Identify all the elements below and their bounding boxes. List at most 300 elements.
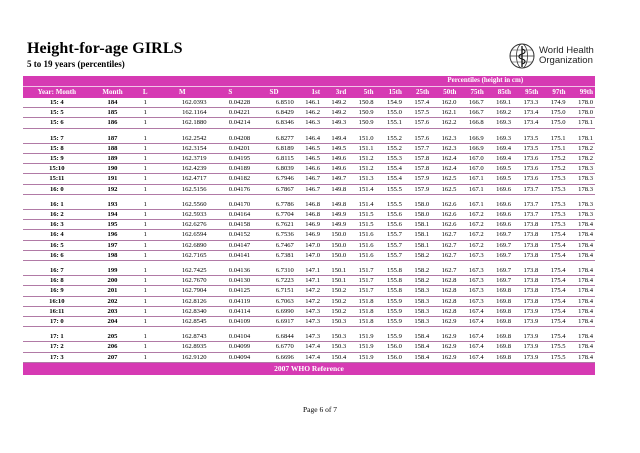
- table-cell: 155.5: [376, 200, 404, 210]
- table-cell: 146.7: [296, 174, 322, 184]
- table-cell: 162.8: [431, 296, 458, 306]
- table-cell: 162.9: [431, 342, 458, 352]
- table-row: [23, 164, 595, 174]
- table-cell: 187: [91, 134, 135, 144]
- table-cell: 167.4: [458, 342, 485, 352]
- column-header: 99th: [568, 87, 595, 99]
- table-cell: 162.9: [431, 317, 458, 327]
- table-cell: 15:10: [23, 164, 91, 174]
- table-cell: 169.7: [486, 250, 513, 260]
- table-cell: 167.1: [458, 184, 485, 194]
- table-cell: 162.7425: [156, 266, 208, 276]
- table-cell: 150.3: [322, 342, 348, 352]
- table-row: [23, 352, 595, 362]
- table-cell: 162.8: [431, 286, 458, 296]
- table-cell: 155.6: [376, 210, 404, 220]
- org-name-line2: Organization: [539, 55, 593, 66]
- table-footer-label: 2007 WHO Reference: [23, 362, 595, 375]
- table-cell: 149.6: [322, 154, 348, 164]
- column-header: 95th: [513, 87, 540, 99]
- table-cell: 175.0: [540, 108, 567, 118]
- table-cell: 6.7151: [252, 286, 296, 296]
- table-cell: 162.9: [431, 332, 458, 342]
- table-cell: 6.6917: [252, 317, 296, 327]
- table-cell: 157.8: [404, 164, 431, 174]
- table-cell: 147.3: [296, 317, 322, 327]
- table-row: [23, 286, 595, 296]
- table-cell: 162.7670: [156, 276, 208, 286]
- column-header: 3rd: [322, 87, 348, 99]
- table-cell: 162.8: [431, 276, 458, 286]
- table-row: [23, 184, 595, 194]
- table-cell: 167.4: [458, 332, 485, 342]
- table-cell: 147.3: [296, 332, 322, 342]
- table-cell: 17: 1: [23, 332, 91, 342]
- table-cell: 150.1: [322, 276, 348, 286]
- table-cell: 178.4: [568, 230, 595, 240]
- page-number: Page 6 of 7: [303, 405, 337, 414]
- who-emblem-icon: [509, 43, 535, 69]
- table-cell: 150.0: [322, 250, 348, 260]
- table-cell: 0.04136: [209, 266, 253, 276]
- table-cell: 151.5: [348, 220, 375, 230]
- table-cell: 162.6276: [156, 220, 208, 230]
- table-cell: 184: [91, 98, 135, 108]
- table-cell: 167.3: [458, 250, 485, 260]
- table-cell: 162.7904: [156, 286, 208, 296]
- table-cell: 191: [91, 174, 135, 184]
- table-cell: 173.8: [513, 230, 540, 240]
- table-cell: 198: [91, 250, 135, 260]
- table-cell: 162.4: [431, 164, 458, 174]
- table-cell: 16: 6: [23, 250, 91, 260]
- table-cell: 0.04189: [209, 164, 253, 174]
- table-cell: 175.3: [540, 220, 567, 230]
- table-cell: 151.1: [348, 143, 375, 153]
- org-name-line1: World Health: [539, 45, 594, 56]
- table-row: [23, 306, 595, 316]
- table-cell: 0.04214: [209, 118, 253, 128]
- table-cell: 175.4: [540, 240, 567, 250]
- table-cell: 173.6: [513, 154, 540, 164]
- table-cell: 149.6: [322, 164, 348, 174]
- table-cell: 150.4: [322, 352, 348, 362]
- table-cell: 169.3: [486, 118, 513, 128]
- table-cell: 1: [134, 184, 156, 194]
- table-cell: 167.3: [458, 276, 485, 286]
- table-cell: 1: [134, 210, 156, 220]
- table-cell: 146.6: [296, 164, 322, 174]
- table-cell: 1: [134, 240, 156, 250]
- table-cell: 178.1: [568, 134, 595, 144]
- table-cell: 149.7: [322, 174, 348, 184]
- table-cell: 192: [91, 184, 135, 194]
- table-cell: 173.9: [513, 317, 540, 327]
- table-row: [23, 240, 595, 250]
- table-cell: 149.9: [322, 210, 348, 220]
- table-cell: 175.1: [540, 143, 567, 153]
- column-header: SD: [252, 87, 296, 99]
- table-cell: 169.6: [486, 184, 513, 194]
- table-cell: 167.2: [458, 220, 485, 230]
- table-cell: 151.6: [348, 230, 375, 240]
- table-cell: 6.8277: [252, 134, 296, 144]
- table-cell: 155.7: [376, 230, 404, 240]
- table-cell: 155.8: [376, 286, 404, 296]
- table-cell: 167.3: [458, 266, 485, 276]
- table-cell: 175.1: [540, 134, 567, 144]
- table-cell: 167.1: [458, 174, 485, 184]
- table-cell: 6.8115: [252, 154, 296, 164]
- table-cell: 167.2: [458, 230, 485, 240]
- table-row: [23, 143, 595, 153]
- table-cell: 146.4: [296, 134, 322, 144]
- table-cell: 15: 6: [23, 118, 91, 128]
- table-cell: 178.3: [568, 200, 595, 210]
- table-cell: 16: 7: [23, 266, 91, 276]
- table-cell: 16: 5: [23, 240, 91, 250]
- table-cell: 173.4: [513, 118, 540, 128]
- table-cell: 151.3: [348, 174, 375, 184]
- table-cell: 0.04182: [209, 174, 253, 184]
- table-cell: 169.4: [486, 154, 513, 164]
- table-cell: 147.1: [296, 276, 322, 286]
- table-cell: 188: [91, 143, 135, 153]
- table-cell: 6.7063: [252, 296, 296, 306]
- table-cell: 169.8: [486, 332, 513, 342]
- table-cell: 169.6: [486, 200, 513, 210]
- column-header: 97th: [540, 87, 567, 99]
- table-cell: 6.7867: [252, 184, 296, 194]
- table-cell: 162.6: [431, 210, 458, 220]
- table-cell: 162.4717: [156, 174, 208, 184]
- table-cell: 206: [91, 342, 135, 352]
- table-row: [23, 220, 595, 230]
- table-cell: 150.2: [322, 296, 348, 306]
- table-cell: 0.04094: [209, 352, 253, 362]
- table-cell: 0.04099: [209, 342, 253, 352]
- table-cell: 178.4: [568, 317, 595, 327]
- table-cell: 157.6: [404, 118, 431, 128]
- column-header: M: [156, 87, 208, 99]
- column-header: L: [134, 87, 156, 99]
- table-cell: 195: [91, 220, 135, 230]
- table-cell: 162.9: [431, 352, 458, 362]
- page-title: Height-for-age GIRLS: [27, 40, 183, 57]
- table-cell: 157.9: [404, 174, 431, 184]
- table-row: [23, 210, 595, 220]
- table-cell: 169.8: [486, 342, 513, 352]
- table-cell: 169.7: [486, 266, 513, 276]
- table-cell: 175.0: [540, 118, 567, 128]
- table-cell: 162.3154: [156, 143, 208, 153]
- table-cell: 147.3: [296, 306, 322, 316]
- table-cell: 162.7: [431, 240, 458, 250]
- table-cell: 17: 0: [23, 317, 91, 327]
- table-cell: 17: 3: [23, 352, 91, 362]
- table-cell: 146.7: [296, 184, 322, 194]
- table-cell: 175.4: [540, 317, 567, 327]
- table-cell: 146.8: [296, 210, 322, 220]
- table-cell: 147.2: [296, 296, 322, 306]
- table-row: [23, 118, 595, 128]
- table-cell: 154.9: [376, 98, 404, 108]
- table-cell: 155.4: [376, 164, 404, 174]
- table-cell: 0.04195: [209, 154, 253, 164]
- table-cell: 157.5: [404, 108, 431, 118]
- table-cell: 162.7: [431, 250, 458, 260]
- table-cell: 162.8: [431, 306, 458, 316]
- table-cell: 166.9: [458, 134, 485, 144]
- table-cell: 151.8: [348, 296, 375, 306]
- table-cell: 169.8: [486, 352, 513, 362]
- table-cell: 173.7: [513, 184, 540, 194]
- table-cell: 147.2: [296, 286, 322, 296]
- table-row: [23, 108, 595, 118]
- table-cell: 169.8: [486, 286, 513, 296]
- column-header: 75th: [458, 87, 485, 99]
- table-cell: 175.3: [540, 184, 567, 194]
- table-cell: 197: [91, 240, 135, 250]
- table-row: [23, 250, 595, 260]
- table-cell: 178.4: [568, 352, 595, 362]
- table-cell: 15: 9: [23, 154, 91, 164]
- table-cell: 158.4: [404, 342, 431, 352]
- table-cell: 6.8189: [252, 143, 296, 153]
- table-cell: 162.1880: [156, 118, 208, 128]
- table-cell: 167.4: [458, 306, 485, 316]
- table-cell: 178.2: [568, 154, 595, 164]
- table-cell: 151.7: [348, 286, 375, 296]
- table-cell: 1: [134, 108, 156, 118]
- table-cell: 157.9: [404, 184, 431, 194]
- table-cell: 158.2: [404, 250, 431, 260]
- table-cell: 169.1: [486, 98, 513, 108]
- table-row: [23, 134, 595, 144]
- table-cell: 199: [91, 266, 135, 276]
- table-cell: 173.8: [513, 220, 540, 230]
- table-cell: 150.2: [322, 306, 348, 316]
- who-logo: [509, 43, 594, 69]
- table-cell: 167.2: [458, 240, 485, 250]
- table-cell: 150.0: [322, 230, 348, 240]
- table-cell: 155.9: [376, 332, 404, 342]
- table-cell: 173.9: [513, 332, 540, 342]
- table-cell: 0.04201: [209, 143, 253, 153]
- table-cell: 0.04221: [209, 108, 253, 118]
- table-cell: 6.7786: [252, 200, 296, 210]
- table-cell: 158.4: [404, 332, 431, 342]
- table-cell: 175.3: [540, 200, 567, 210]
- table-row: [23, 154, 595, 164]
- table-cell: 175.3: [540, 174, 567, 184]
- table-cell: 157.6: [404, 134, 431, 144]
- table-cell: 149.3: [322, 118, 348, 128]
- table-row: [23, 266, 595, 276]
- column-header: 85th: [486, 87, 513, 99]
- table-cell: 6.7621: [252, 220, 296, 230]
- table-cell: 151.8: [348, 306, 375, 316]
- table-cell: 147.4: [296, 352, 322, 362]
- table-cell: 1: [134, 250, 156, 260]
- table-cell: 0.04119: [209, 296, 253, 306]
- table-cell: 169.5: [486, 174, 513, 184]
- table-cell: 6.7536: [252, 230, 296, 240]
- table-cell: 169.4: [486, 143, 513, 153]
- column-header-row: [23, 87, 595, 99]
- table-cell: 162.8935: [156, 342, 208, 352]
- table-cell: 169.5: [486, 164, 513, 174]
- table-cell: 155.9: [376, 306, 404, 316]
- table-cell: 175.4: [540, 276, 567, 286]
- table-cell: 0.04208: [209, 134, 253, 144]
- table-cell: 178.4: [568, 240, 595, 250]
- table-row: [23, 98, 595, 108]
- table-cell: 175.5: [540, 352, 567, 362]
- table-cell: 175.4: [540, 250, 567, 260]
- table-cell: 178.4: [568, 250, 595, 260]
- table-cell: 149.5: [322, 143, 348, 153]
- table-cell: 162.7165: [156, 250, 208, 260]
- table-cell: 207: [91, 352, 135, 362]
- table-cell: 162.4: [431, 154, 458, 164]
- table-cell: 169.8: [486, 317, 513, 327]
- table-cell: 151.9: [348, 352, 375, 362]
- table-cell: 158.2: [404, 276, 431, 286]
- table-cell: 0.04164: [209, 210, 253, 220]
- table-cell: 162.6: [431, 220, 458, 230]
- table-cell: 1: [134, 286, 156, 296]
- table-cell: 1: [134, 143, 156, 153]
- table-cell: 0.04170: [209, 200, 253, 210]
- table-cell: 158.3: [404, 296, 431, 306]
- table-cell: 155.3: [376, 154, 404, 164]
- table-cell: 169.7: [486, 230, 513, 240]
- table-cell: 6.7381: [252, 250, 296, 260]
- table-cell: 158.3: [404, 317, 431, 327]
- table-cell: 156.0: [376, 342, 404, 352]
- table-cell: 178.4: [568, 276, 595, 286]
- table-cell: 167.3: [458, 296, 485, 306]
- table-cell: 6.8346: [252, 118, 296, 128]
- table-cell: 162.5933: [156, 210, 208, 220]
- table-cell: 175.5: [540, 342, 567, 352]
- table-cell: 167.3: [458, 286, 485, 296]
- table-cell: 157.7: [404, 143, 431, 153]
- table-cell: 167.0: [458, 164, 485, 174]
- table-cell: 162.6: [431, 200, 458, 210]
- table-row: [23, 317, 595, 327]
- table-cell: 0.04147: [209, 240, 253, 250]
- table-cell: 158.3: [404, 286, 431, 296]
- table-cell: 162.9120: [156, 352, 208, 362]
- table-cell: 200: [91, 276, 135, 286]
- table-cell: 162.3719: [156, 154, 208, 164]
- table-cell: 173.8: [513, 286, 540, 296]
- table-cell: 6.6696: [252, 352, 296, 362]
- table-cell: 16: 0: [23, 184, 91, 194]
- table-cell: 169.2: [486, 108, 513, 118]
- table-cell: 149.8: [322, 200, 348, 210]
- table-cell: 173.8: [513, 296, 540, 306]
- table-cell: 178.4: [568, 342, 595, 352]
- table-cell: 155.2: [376, 134, 404, 144]
- table-cell: 1: [134, 164, 156, 174]
- table-cell: 6.7946: [252, 174, 296, 184]
- table-cell: 6.7223: [252, 276, 296, 286]
- table-cell: 189: [91, 154, 135, 164]
- table-cell: 1: [134, 98, 156, 108]
- table-cell: 149.8: [322, 184, 348, 194]
- table-cell: 162.4239: [156, 164, 208, 174]
- table-cell: 16: 3: [23, 220, 91, 230]
- table-cell: 201: [91, 286, 135, 296]
- table-cell: 151.9: [348, 332, 375, 342]
- table-cell: 162.8340: [156, 306, 208, 316]
- table-cell: 173.8: [513, 250, 540, 260]
- table-cell: 178.1: [568, 118, 595, 128]
- table-row: [23, 342, 595, 352]
- table-cell: 158.3: [404, 306, 431, 316]
- table-cell: 146.3: [296, 118, 322, 128]
- table-cell: 156.0: [376, 352, 404, 362]
- table-cell: 6.7310: [252, 266, 296, 276]
- table-cell: 190: [91, 164, 135, 174]
- table-cell: 173.4: [513, 108, 540, 118]
- table-cell: 150.3: [322, 317, 348, 327]
- table-cell: 155.2: [376, 143, 404, 153]
- table-cell: 167.0: [458, 154, 485, 164]
- table-cell: 166.9: [458, 143, 485, 153]
- table-cell: 162.2: [431, 118, 458, 128]
- table-cell: 6.8039: [252, 164, 296, 174]
- table-cell: 1: [134, 200, 156, 210]
- table-cell: 178.3: [568, 210, 595, 220]
- table-cell: 175.4: [540, 332, 567, 342]
- table-cell: 151.5: [348, 210, 375, 220]
- table-cell: 1: [134, 306, 156, 316]
- table-cell: 155.8: [376, 276, 404, 286]
- table-cell: 0.04141: [209, 250, 253, 260]
- table-row: [23, 230, 595, 240]
- table-cell: 151.2: [348, 154, 375, 164]
- table-cell: 151.9: [348, 342, 375, 352]
- table-cell: 162.2542: [156, 134, 208, 144]
- table-cell: 146.9: [296, 230, 322, 240]
- table-cell: 162.6890: [156, 240, 208, 250]
- table-cell: 0.04114: [209, 306, 253, 316]
- table-cell: 0.04104: [209, 332, 253, 342]
- table-cell: 155.7: [376, 240, 404, 250]
- table-cell: 1: [134, 317, 156, 327]
- table-cell: 205: [91, 332, 135, 342]
- table-cell: 193: [91, 200, 135, 210]
- table-cell: 169.3: [486, 134, 513, 144]
- table-cell: 150.1: [322, 266, 348, 276]
- table-cell: 162.8126: [156, 296, 208, 306]
- table-cell: 6.8429: [252, 108, 296, 118]
- table-cell: 162.5: [431, 174, 458, 184]
- table-cell: 162.3: [431, 134, 458, 144]
- column-header: S: [209, 87, 253, 99]
- table-cell: 203: [91, 306, 135, 316]
- table-cell: 173.9: [513, 352, 540, 362]
- table-cell: 155.0: [376, 108, 404, 118]
- table-cell: 15: 5: [23, 108, 91, 118]
- table-cell: 173.7: [513, 210, 540, 220]
- table-cell: 0.04109: [209, 317, 253, 327]
- table-cell: 1: [134, 276, 156, 286]
